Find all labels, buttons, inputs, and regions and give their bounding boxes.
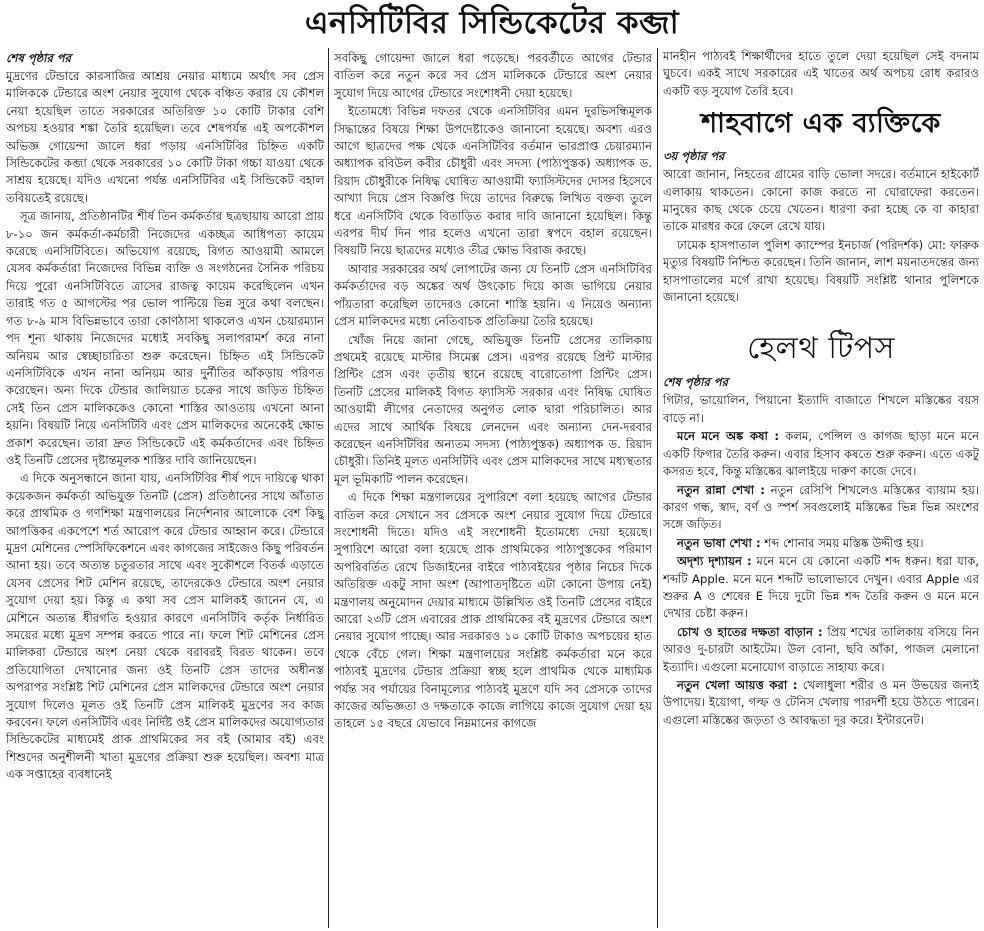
tip-item	[663, 535, 979, 552]
jump-line: শেষ পৃষ্ঠার পর	[6, 51, 71, 65]
tip-item	[663, 428, 979, 480]
paragraph: এ দিকে অনুসন্ধানে জানা যায়, এনসিটিবির শীর্ষ পদে দায়িত্বে থাকা কয়েকজন কর্মকর্তা অভিযুক্ত তিনটি (প্রেস) প্রতিষ্ঠানের সাথে আঁতাত করে প্রাথমিক ও গণশিক্ষা মন্ত্রণালয়ের নির্দেশনার আলোকে বেশ কিছু আপত্তিকর একপেশে শর্ত আরোপ করে টেন্ডার আহ্বান করে। টেন্ডারে মুদ্রণ মেশিনের স্পেসিফিকেশনে এবং কাগজের সাইজেও কিছু পরিবর্তন আনা হয়। তবে অত্যন্ত চতুরতার সাথে এবং সুকৌশলে বিতর্ক এড়াতে যেসব প্রেসের শিট মেশিন রয়েছে, তাদেরকেও টেন্ডারে অংশ নেয়ার সুযোগ দেয়া হয়। কিন্তু এ কথা সব প্রেস মালিকই জানেন যে, এ মেশিনে অত্যন্ত ধীরগতি হওয়ার কারণে এনসিটিবি কর্তৃক নির্ধারিত সময়ের মধ্যে মুদ্রণ সম্পন্ন করতে পারে না। ফলে শিট মেশিনের প্রেস মালিকরা টেন্ডারে অংশ নেয়া থেকে বরাবরই বিরত থাকেন। তবে প্রতিযোগিতা দেখানোর জন্য ওই তিনটি প্রেস তাদের অধীনস্ত অপরাপর সংশ্লিষ্ট শিট মেশিনের প্রেস মালিকদের টেন্ডারে অংশ নেয়ার সুযোগ দিলেও মূলত ওই তিনটি প্রেস মালিকই মুদ্রণের সব কাজ করবেন। ফলে এনসিটিবি এবং নির্দিষ্ট ওই প্রেস মালিকদের অযোগ্যতার সিন্ডিকেটের মাধ্যমেই প্রাক প্রাথমিকের সব বই (আমার বই) এবং শিশুদের অনুশীলনী খাতা মুদ্রণের প্রক্রিয়া শুরু হয়েছিল। অবশ্য মাত্র এক সপ্তাহের ব্যবধানেই	[6, 471, 324, 782]
tip-text: প্রিয় শখের তালিকায় বসিয়ে নিন আরও দু-চারটা আইটেম। উল বোনা, ছবি আঁকা, পাজল মেলানো ইত্যাদি। এগুলো মনোযোগ বাড়াতে সাহায্য করে।	[663, 624, 979, 674]
tip-title: অদৃশ্য দৃশ্যায়ন :	[677, 554, 752, 569]
tip-text: খেলাধুলা শরীর ও মন উভয়ের জন্যই উপাদেয়। ইয়োগা, গল্ফ ও টেনিস খেলায় পারদর্শী হয়ে উঠতে পারেন। এগুলো মস্তিষ্কের জড়তা ও আবদ্ধতা দূর করে। ইন্টারনেট।	[663, 677, 979, 727]
jump-line: শেষ পৃষ্ঠার পর	[663, 375, 728, 390]
paragraph: এ দিকে শিক্ষা মন্ত্রণালয়ের সুপারিশে বলা হয়েছে আগের টেন্ডার বাতিল করে সেখানে সব প্রেসকে অংশ নেয়ার সুযোগ দিয়ে টেন্ডারে সংশোধনী দিতে। যদিও এই সংশোধনী ইতোমধ্যে দেয়া হয়েছে। সুপারিশে আরো বলা হয়েছে প্রাক প্রাথমিকের পাঠ্যপুস্তকের পরিমাণ অপরিবর্তিত রেখে ডিজাইনের বাইরে পাঠ্যবইয়ের পৃষ্ঠার নিচের দিকে অতিরিক্ত একটু সাদা অংশ (আপাতদৃষ্টিতে এটা কোনো উপায় নেই) মন্ত্রণালয় অনুমোদন দেয়ার মাধ্যমে উল্লিখিত ওই তিনটি প্রেসের বাইরে আরো ২৩টি প্রেস এবারের প্রাক প্রাথমিকের বই মুদ্রণের টেন্ডারে অংশ নেয়ার সুযোগ পাচ্ছে। আর সরকারও ১০ কোটি টাকাও অপচয়ের হাত থেকে বেঁচে গেল। শিক্ষা মন্ত্রণালয়ের সংশ্লিষ্ট কর্মকর্তারা মনে করে পাঠ্যবই মুদ্রণের টেন্ডার প্রক্রিয়া স্বচ্ছ হলে প্রাথমিক থেকে মাধ্যমিক পর্যন্ত সব পর্যায়ের বিনামূল্যের পাঠ্যবই মুদ্রণে যদি সব প্রেসকে তাদের কাজের অভিজ্ঞতা ও দক্ষতাকে কাজে লাগিয়ে কাজে সুযোগ দেয়া হয় তাহলে ১৫ বছরে যেভাবে নিম্নমানের কাগজে	[334, 490, 652, 731]
tip-title: নতুন রান্না শেখা :	[677, 482, 765, 497]
tip-item	[663, 677, 979, 729]
tip-title: নতুন খেলা আয়ত্ত করা :	[677, 677, 798, 692]
paragraph: সবকিছু গোয়েন্দা জালে ধরা পড়েছে। পরবর্তীতে আগের টেন্ডার বাতিল করে নতুন করে সব প্রেস মালিককে টেন্ডারে অংশ নেয়ার সুযোগ দিয়ে আগের টেন্ডারে সংশোধনী দেয়া হয়েছে।	[334, 51, 652, 100]
tip-text: নতুন রেসিপি শিখলেও মস্তিষ্কের ব্যায়াম হয়। কারণ গন্ধ, স্বাদ, বর্ণ ও স্পর্শ সবগুলোই মস্তিষ্কের ভিন্ন ভিন্ন অংশের সঙ্গে জড়িত।	[663, 482, 979, 532]
tip-title: চোখ ও হাতের দক্ষতা বাড়ান :	[677, 624, 823, 639]
paragraph: আবার সরকারের অর্থ লোপাটের জন্য যে তিনটি প্রেস এনসিটিবির কর্মকর্তাদের বড় অঙ্কের অর্থ উৎকোচ দিয়ে কাজ ভাগিয়ে নেয়ার পাঁয়তারা করেছিল তাদেরও কোনো শাস্তি হয়নি। এ নিয়েও অন্যান্য প্রেস মালিকদের মধ্যে নেতিবাচক প্রতিক্রিয়া তৈরি হয়েছে।	[334, 261, 652, 329]
tip-text: মনে মনে যে কোনো একটি শব্দ ধরুন। ধরা যাক, শব্দটি Apple. মনে মনে শব্দটি ভালোভাবে দেখুন। এবার Apple এর শুরুর A ও শেষের E দিয়ে দুটো ভিন্ন শব্দ তৈরি করুন ও মনে মনে দেখার চেষ্টা করুন।	[663, 554, 979, 621]
column-rule-2	[657, 48, 658, 928]
tip-text: শব্দ শোনার সময় মস্তিষ্ক উদ্দীপ্ত হয়।	[764, 535, 924, 550]
story-headline-health-tips: হেলথ টিপস	[747, 331, 895, 367]
article-column-2	[334, 50, 652, 928]
paragraph: সূত্র জানায়, প্রতিষ্ঠানটির শীর্ষ তিন কর্মকর্তার ছত্রছায়ায় আরো প্রায় ৮-১০ জন কর্মকর্তা-কর্মচারী নিজেদের একচ্ছত্র আধিপত্য কায়েম করেছে এনসিটিবিতে। অভিযোগ রয়েছে, বিগত আওয়ামী আমলে যেসব কর্মকর্তারা নিজেদের বিভিন্ন ব্যক্তি ও সংগঠনের সৈনিক পরিচয় দিয়ে পুরো এনসিটিবিতে ত্রাসের রাজত্ব কায়েম করেছিলেন এখন তারাই গত ৫ আগস্টের পর ভোল পাল্টিয়ে ভিন্ন সুরে কথা বলছেন। গত ৮-৯ মাস বিভিন্নভাবে তারা কোণঠাসা থাকলেও এখন চেয়ারম্যান পদ শূন্য থাকায় নিজেদের মধ্যেই সবকিছু সলাপরামর্শ করে নানা অনিয়ম আর স্বেচ্ছাচারিতা শুরু করেছেন। চিহ্নিত এই সিন্ডিকেট এনসিটিবিকে এখন নানা অনিয়ম আর দুর্নীতির আঁকড়ায় পরিণত করেছেন। অন্য দিকে টেন্ডার জালিয়াত চক্রের সাথে জড়িত চিহ্নিত সেই তিন প্রেস মালিককেও কোনো শাস্তির আওতায় এখনো আনা হয়নি। বিষয়টি নিয়ে এনসিটিবি এবং প্রেস মালিকদের অনেকেই ক্ষোভ প্রকাশ করেছেন। তারা দ্রুত সিন্ডিকেটে এই কর্মকর্তাদের এবং চিহ্নিত ওই তিনটি প্রেসের দৃষ্টান্তমূলক শাস্তির দাবি জানিয়েছেন।	[6, 209, 324, 467]
paragraph: মুদ্রণের টেন্ডারে কারসাজির আশ্রয় নেয়ার মাধ্যমে অর্থাৎ সব প্রেস মালিককে টেন্ডারে অংশ নেয়ার সুযোগ থেকে বঞ্চিত করার যে কৌশল নেয়া হয়েছিল তাতে সরকারের অতিরিক্ত ১০ কোটি টাকার বেশি অপচয় হওয়ার শঙ্কা তৈরি হয়েছিল। তবে শেষপর্যন্ত এই অপকৌশল অভিজ্ঞ গোয়েন্দা জালে ধরা পড়ায় এনসিটিবির চিহ্নিত একটি সিন্ডিকেটের কব্জা থেকে সরকারের ১০ কোটি টাকা গচ্চা যাওয়া থেকে সাশ্রয় হয়েছে। যদিও এখনো পর্যন্ত এনসিটিবির এই সিন্ডিকেট বহাল তবিয়তেই রয়েছে।	[6, 69, 324, 205]
tip-item	[663, 482, 979, 534]
tip-title: মনে মনে অঙ্ক কষা :	[677, 429, 780, 444]
column-rule-1	[328, 48, 329, 928]
paragraph: ইতোমধ্যে বিভিন্ন দফতর থেকে এনসিটিবির এমন দুরভিসন্ধিমূলক সিদ্ধান্তের বিষয়ে শিক্ষা উপদেষ্টাকেও জানানো হয়েছে। অবশ্য এরও আগে ছাত্রদের পক্ষ থেকে এনসিটিবির বর্তমান ভারপ্রাপ্ত চেয়ারম্যান অধ্যাপক রবিউল কবীর চৌধুরী এবং সদস্য (পাঠ্যপুস্তক) অধ্যাপক ড. রিয়াদ চৌধুরীকে নিষিদ্ধ ঘোষিত আওয়ামী ফ্যাসিস্টদের দোসর হিসেবে আখ্যা দিয়ে প্রেস বিজ্ঞপ্তি দিয়ে তাদের বিরুদ্ধে লিখিত বক্তব্য তুলে ধরে এনসিটিবি থেকে বিতাড়িত করার দাবি জানানো হয়েছিল। কিন্তু এরপর দীর্ঘ দিন পার হলেও এখনো তারা স্বপদে বহাল রয়েছেন। বিষয়টি নিয়ে ছাত্রদের মধ্যেও তীব্র ক্ষোভ বিরাজ করছে।	[334, 104, 652, 258]
tip-item	[663, 553, 979, 623]
tip-text: কলম, পেন্সিল ও কাগজ ছাড়া মনে মনে একটি ফিগার তৈরি করুন। এবার হিসাব কষতে শুরু করুন। এতে একটু কসরত হবে, কিন্তু মস্তিষ্কের ঝালাইয়ে দারুণ কাজে দেবে।	[663, 429, 979, 479]
story-headline-shahbag: শাহবাগে এক ব্যক্তিকে	[701, 108, 941, 140]
paragraph: ঢামেক হাসপাতাল পুলিশ ক্যাম্পের ইনচার্জ (পরিদর্শক) মো: ফারুক মৃত্যুর বিষয়টি নিশ্চিত করেছেন। তিনি জানান, লাশ ময়নাতদন্তের জন্য হাসপাতালের মর্গে রাখা হয়েছে। বিষয়টি সংশ্লিষ্ট থানার পুলিশকে জানানো হয়েছে।	[663, 237, 979, 305]
main-headline: এনসিটিবির সিন্ডিকেটের কব্জা	[304, 5, 680, 41]
tip-title: নতুন ভাষা শেখা :	[677, 535, 761, 550]
paragraph: আরো জানান, নিহতের গ্রামের বাড়ি ভোলা সদরে। বর্তমানে হাইকোর্ট এলাকায় থাকতেন। কোনো কাজ করতে না ঘোরাফেরা করতেন। মানুষের কাছ থেকে চেয়ে খেতেন। ধারণা করা হচ্ছে কে বা কাহারা তাকে মারধর করে ফেলে রেখে যায়।	[663, 167, 979, 234]
paragraph: খোঁজ নিয়ে জানা গেছে, অভিযুক্ত তিনটি প্রেসের তালিকায় প্রথমেই রয়েছে মাস্টার সিমেক্স প্রেস। এরপর রয়েছে প্রিন্ট মাস্টার প্রিন্টিং প্রেস এবং তৃতীয় স্থানে রয়েছে বারোতোপা প্রিন্টিং প্রেস। তিনটি প্রেসের মালিকই বিগত ফ্যাসিস্ট সরকার এবং নিষিদ্ধ ঘোষিত আওয়ামী লীগের নেতাদের অনুগত লোক দ্বারা পরিচালিত। আর এদের সাথে আর্থিক বিষয়ে লেনদেন এবং অন্যান্য দেন-দরবার করেছেন এনসিটিবির অন্যতম সদস্য (পাঠ্যপুস্তক) অধ্যাপক ড. রিয়াদ চৌধুরী। তিনিই মূলত এনসিটিবি এবং প্রেস মালিকদের সাথে মধ্যস্থতার মূল ভূমিকাটি পালন করেছেন।	[334, 332, 652, 486]
jump-line: ৩য় পৃষ্ঠার পর	[663, 149, 725, 164]
tip-item	[663, 624, 979, 676]
paragraph: গিটার, ভায়োলিন, পিয়ানো ইত্যাদি বাজাতে শিখলে মস্তিষ্কের বয়স বাড়ে না।	[663, 393, 979, 425]
paragraph: মানহীন পাঠ্যবই শিক্ষার্থীদের হাতে তুলে দেয়া হয়েছিল সেই বদনাম ঘুচবে। একই সাথে সরকারের এই খাতের অর্থ অপচয় রোধ করারও একটি বড় সুযোগ তৈরি হবে।	[663, 49, 979, 98]
article-column-3	[663, 48, 979, 926]
article-column-1	[6, 50, 324, 928]
